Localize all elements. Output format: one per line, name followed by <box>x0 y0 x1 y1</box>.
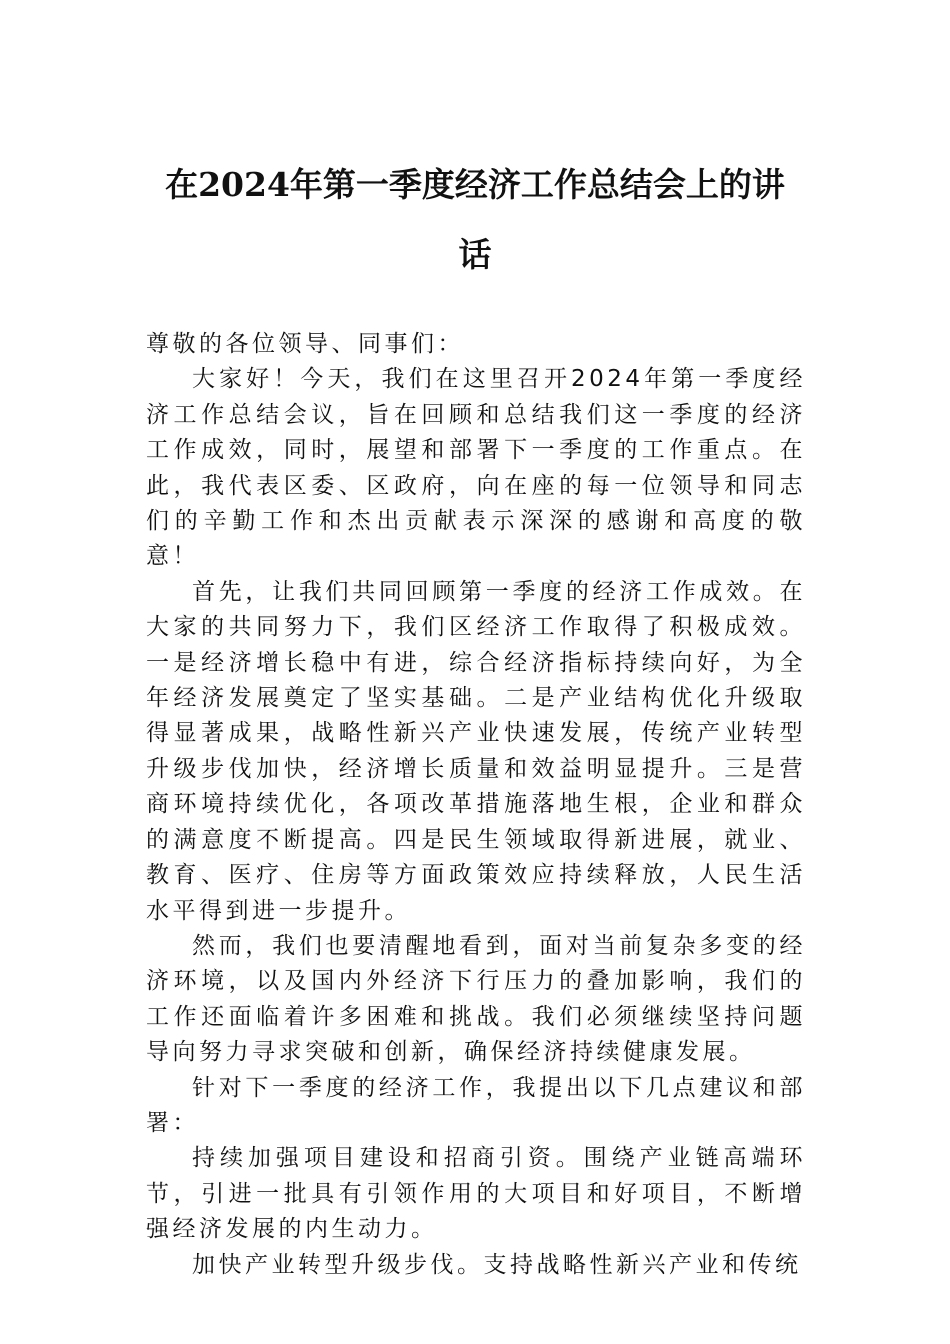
document-title-line-2: 话 <box>458 235 492 274</box>
paragraph-project-investment: 持续加强项目建设和招商引资。围绕产业链高端环节，引进一批具有引领作用的大项目和好项目，不断增强经济发展的内生动力。 <box>146 1145 806 1243</box>
salutation: 尊敬的各位领导、同事们： <box>146 331 464 357</box>
paragraph-review: 首先，让我们共同回顾第一季度的经济工作成效。在大家的共同努力下，我们区经济工作取得了积极成效。一是经济增长稳中有进，综合经济指标持续向好，为全年经济发展奠定了坚实基础。二是产业结构优化升级取得显著成果，战略性新兴产业快速发展，传统产业转型升级步伐加快，经济增长质量和效益明显提升。三是营商环境持续优化，各项改革措施落地生根，企业和群众的满意度不断提高。四是民生领域取得新进展，就业、教育、医疗、住房等方面政策效应持续释放，人民生活水平得到进一步提升。 <box>146 578 806 924</box>
paragraph-proposals-intro: 针对下一季度的经济工作，我提出以下几点建议和部署： <box>146 1074 806 1136</box>
paragraph-challenges: 然而，我们也要清醒地看到，面对当前复杂多变的经济环境，以及国内外经济下行压力的叠加影响，我们的工作还面临着许多困难和挑战。我们必须继续坚持问题导向努力寻求突破和创新，确保经济持续健康发展。 <box>146 932 806 1066</box>
paragraph-industrial-upgrade: 加快产业转型升级步伐。支持战略性新兴产业和传统 <box>192 1251 802 1278</box>
paragraph-opening: 大家好！今天，我们在这里召开2024年第一季度经济工作总结会议，旨在回顾和总结我们这一季度的经济工作成效，同时，展望和部署下一季度的工作重点。在此，我代表区委、区政府，向在座的每一位领导和同志们的辛勤工作和杰出贡献表示深深的感谢和高度的敬意！ <box>146 366 806 570</box>
document-title-line-1: 在2024年第一季度经济工作总结会上的讲 <box>165 165 785 204</box>
document-body <box>146 327 806 1283</box>
